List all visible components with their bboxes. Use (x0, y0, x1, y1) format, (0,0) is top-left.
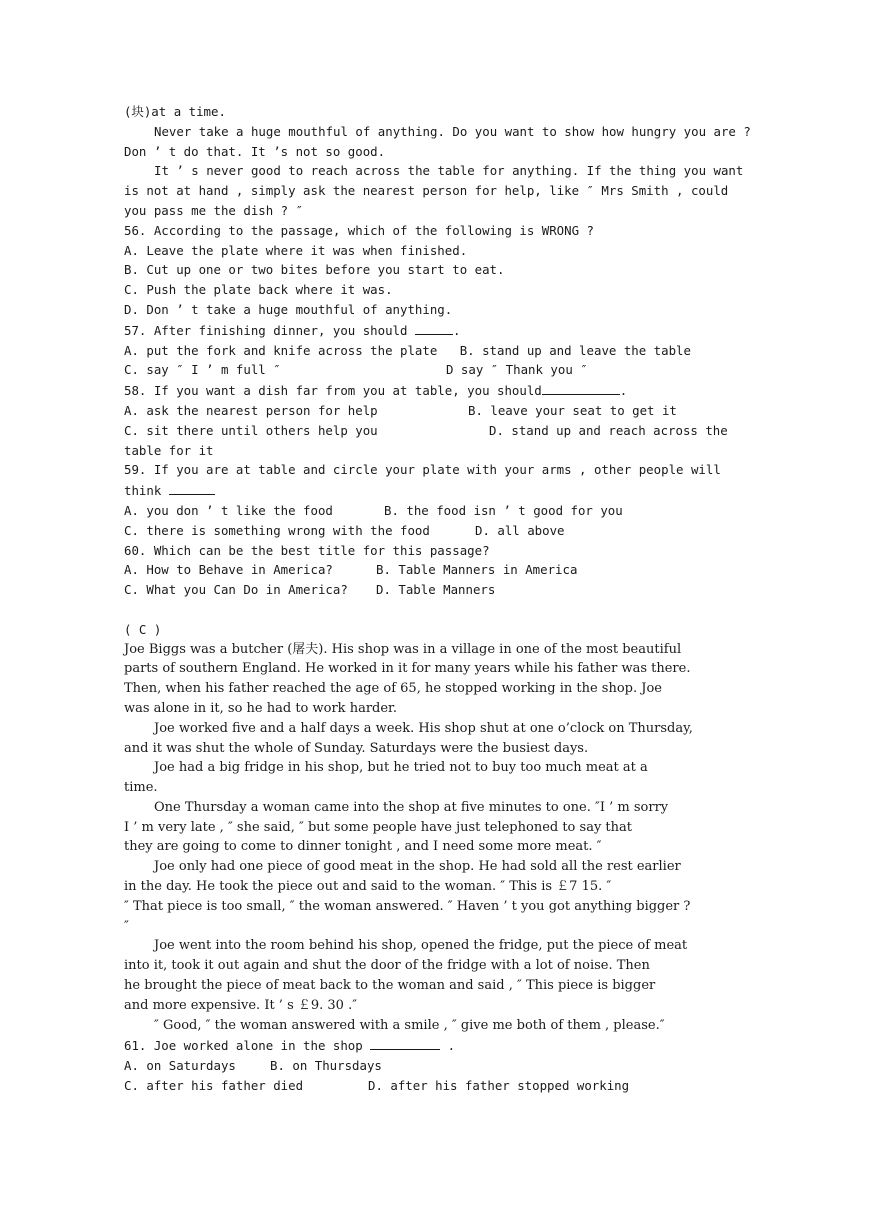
section-c-heading: ( C ) (124, 621, 162, 637)
passage-c-line: Joe went into the room behind his shop, opened the fridge, put the piece of meat (154, 938, 688, 954)
question-61-options-ab (124, 1056, 734, 1076)
question-57-stem-line (124, 320, 734, 341)
question-59-stem2: think (124, 483, 162, 499)
question-57-stem: 57. After finishing dinner, you should (124, 322, 408, 338)
question-60-option-b: B. Table Manners in America (376, 562, 578, 578)
question-58-option-b: B. leave your seat to get it (468, 402, 677, 418)
question-59-options-cd (124, 521, 734, 541)
passage-c-line: was alone in it, so he had to work harder. (124, 700, 397, 716)
question-58-options-ab (124, 401, 734, 421)
question-61-options-cd (124, 1076, 734, 1096)
question-57-options-ab (124, 341, 734, 361)
question-59-stem-line2 (124, 480, 734, 501)
question-58-option-d: D. stand up and reach across the (489, 422, 728, 438)
question-58-option-a: A. ask the nearest person for help (124, 402, 378, 418)
passage-c (124, 640, 734, 1036)
question-58-stem: 58. If you want a dish far from you at table, you should (124, 383, 542, 399)
question-61-stem-line (124, 1035, 734, 1056)
passage-c-line: ″ That piece is too small, ″ the woman answered. ″ Haven ’ t you got anything bigger ? (124, 898, 691, 914)
question-60-option-c: C. What you Can Do in America? (124, 582, 348, 598)
passage-c-line: time. (124, 780, 158, 796)
question-59-option-a: A. you don ’ t like the food (124, 502, 333, 518)
question-61-option-b: B. on Thursdays (270, 1058, 382, 1074)
question-58-option-c: C. sit there until others help you (124, 422, 378, 438)
question-60-option-d: D. Table Manners (376, 582, 496, 598)
question-59-stem: 59. If you are at table and circle your plate with your arms , other people will (124, 462, 721, 478)
question-59-option-c: C. there is something wrong with the food (124, 522, 430, 538)
question-57-stem-end: . (452, 322, 461, 338)
question-56-option-d: D. Don ’ t take a huge mouthful of anything. (124, 301, 453, 317)
passage-c-line: Joe worked five and a half days a week. His shop shut at one o’clock on Thursday, (154, 720, 693, 736)
passage-c-line: Joe Biggs was a butcher (屠夫). His shop was in a village in one of the most beautiful (124, 641, 682, 657)
passage-c-line: parts of southern England. He worked in it for many years while his father was there. (124, 661, 691, 677)
document-page (124, 102, 751, 1096)
passage-c-line: in the day. He took the piece out and said to the woman. ″ This is ￡7 15. ″ (124, 879, 612, 895)
passage-c-line: he brought the piece of meat back to the woman and said , ″ This piece is bigger (124, 978, 656, 994)
passage-c-line: and it was shut the whole of Sunday. Saturdays were the busiest days. (124, 740, 589, 756)
passage-c-line: into it, took it out again and shut the door of the fridge with a lot of noise. Then (124, 958, 650, 974)
question-59-options-ab (124, 501, 734, 521)
question-60-options-cd (124, 580, 734, 600)
answer-blank (542, 380, 620, 395)
question-61-option-c: C. after his father died (124, 1078, 304, 1094)
passage-c-line: Joe had a big fridge in his shop, but he tried not to buy too much meat at a (154, 760, 648, 776)
passage-b-line: you pass me the dish ? ″ (124, 202, 304, 218)
question-57-option-c: C. say ″ I ’ m full ″ (124, 362, 281, 378)
question-58-stem-line (124, 380, 734, 401)
question-56-option-c: C. Push the plate back where it was. (124, 282, 393, 298)
question-56-option-a: A. Leave the plate where it was when finished. (124, 242, 468, 258)
passage-c-line: they are going to come to dinner tonight , and I need some more meat. ″ (124, 839, 602, 855)
question-57-option-a: A. put the fork and knife across the plate (124, 342, 438, 358)
question-59-option-d: D. all above (475, 522, 565, 538)
passage-c-line: Joe only had one piece of good meat in the shop. He had sold all the rest earlier (154, 859, 681, 875)
passage-b-line: Don ’ t do that. It ’s not so good. (124, 143, 386, 159)
question-61-stem: 61. Joe worked alone in the shop (124, 1038, 363, 1054)
answer-blank (370, 1035, 440, 1050)
passage-c-line: ″ (124, 918, 129, 934)
passage-b-line: Never take a huge mouthful of anything. Do you want to show how hungry you are ? (154, 123, 751, 139)
question-61-option-a: A. on Saturdays (124, 1058, 236, 1074)
answer-blank (415, 320, 453, 335)
question-59-option-b: B. the food isn ’ t good for you (384, 502, 623, 518)
question-58-options-cd (124, 421, 734, 441)
passage-c-line: One Thursday a woman came into the shop at five minutes to one. ″I ’ m sorry (154, 799, 669, 815)
passage-c-line: and more expensive. It ’ s ￡9. 30 .″ (124, 997, 358, 1013)
spacer (124, 600, 734, 620)
passage-c-line: Then, when his father reached the age of 65, he stopped working in the shop. Joe (124, 681, 662, 697)
question-60-option-a: A. How to Behave in America? (124, 562, 333, 578)
question-57-option-b: B. stand up and leave the table (459, 342, 691, 358)
question-58-stem-end: . (619, 383, 628, 399)
question-58-option-d-cont: table for it (124, 442, 214, 458)
passage-c-line: ″ Good, ″ the woman answered with a smile , ″ give me both of them , please.″ (154, 1017, 665, 1033)
question-57-option-d: D say ″ Thank you ″ (446, 362, 588, 378)
question-60-options-ab (124, 560, 734, 580)
question-61-option-d: D. after his father stopped working (368, 1078, 630, 1094)
passage-c-line: I ’ m very late , ″ she said, ″ but some people have just telephoned to say that (124, 819, 632, 835)
passage-b-line: (块)at a time. (124, 104, 226, 119)
passage-b-line: It ’ s never good to reach across the table for anything. If the thing you want (154, 163, 744, 179)
passage-b-line: is not at hand , simply ask the nearest person for help, like ″ Mrs Smith , could (124, 183, 729, 199)
question-61-stem-end: . (447, 1038, 456, 1054)
question-56-stem: 56. According to the passage, which of the following is WRONG ? (124, 222, 594, 238)
question-57-options-cd (124, 360, 734, 380)
question-60-stem: 60. Which can be the best title for this passage? (124, 542, 490, 558)
answer-blank (169, 480, 215, 495)
question-56-option-b: B. Cut up one or two bites before you start to eat. (124, 262, 505, 278)
